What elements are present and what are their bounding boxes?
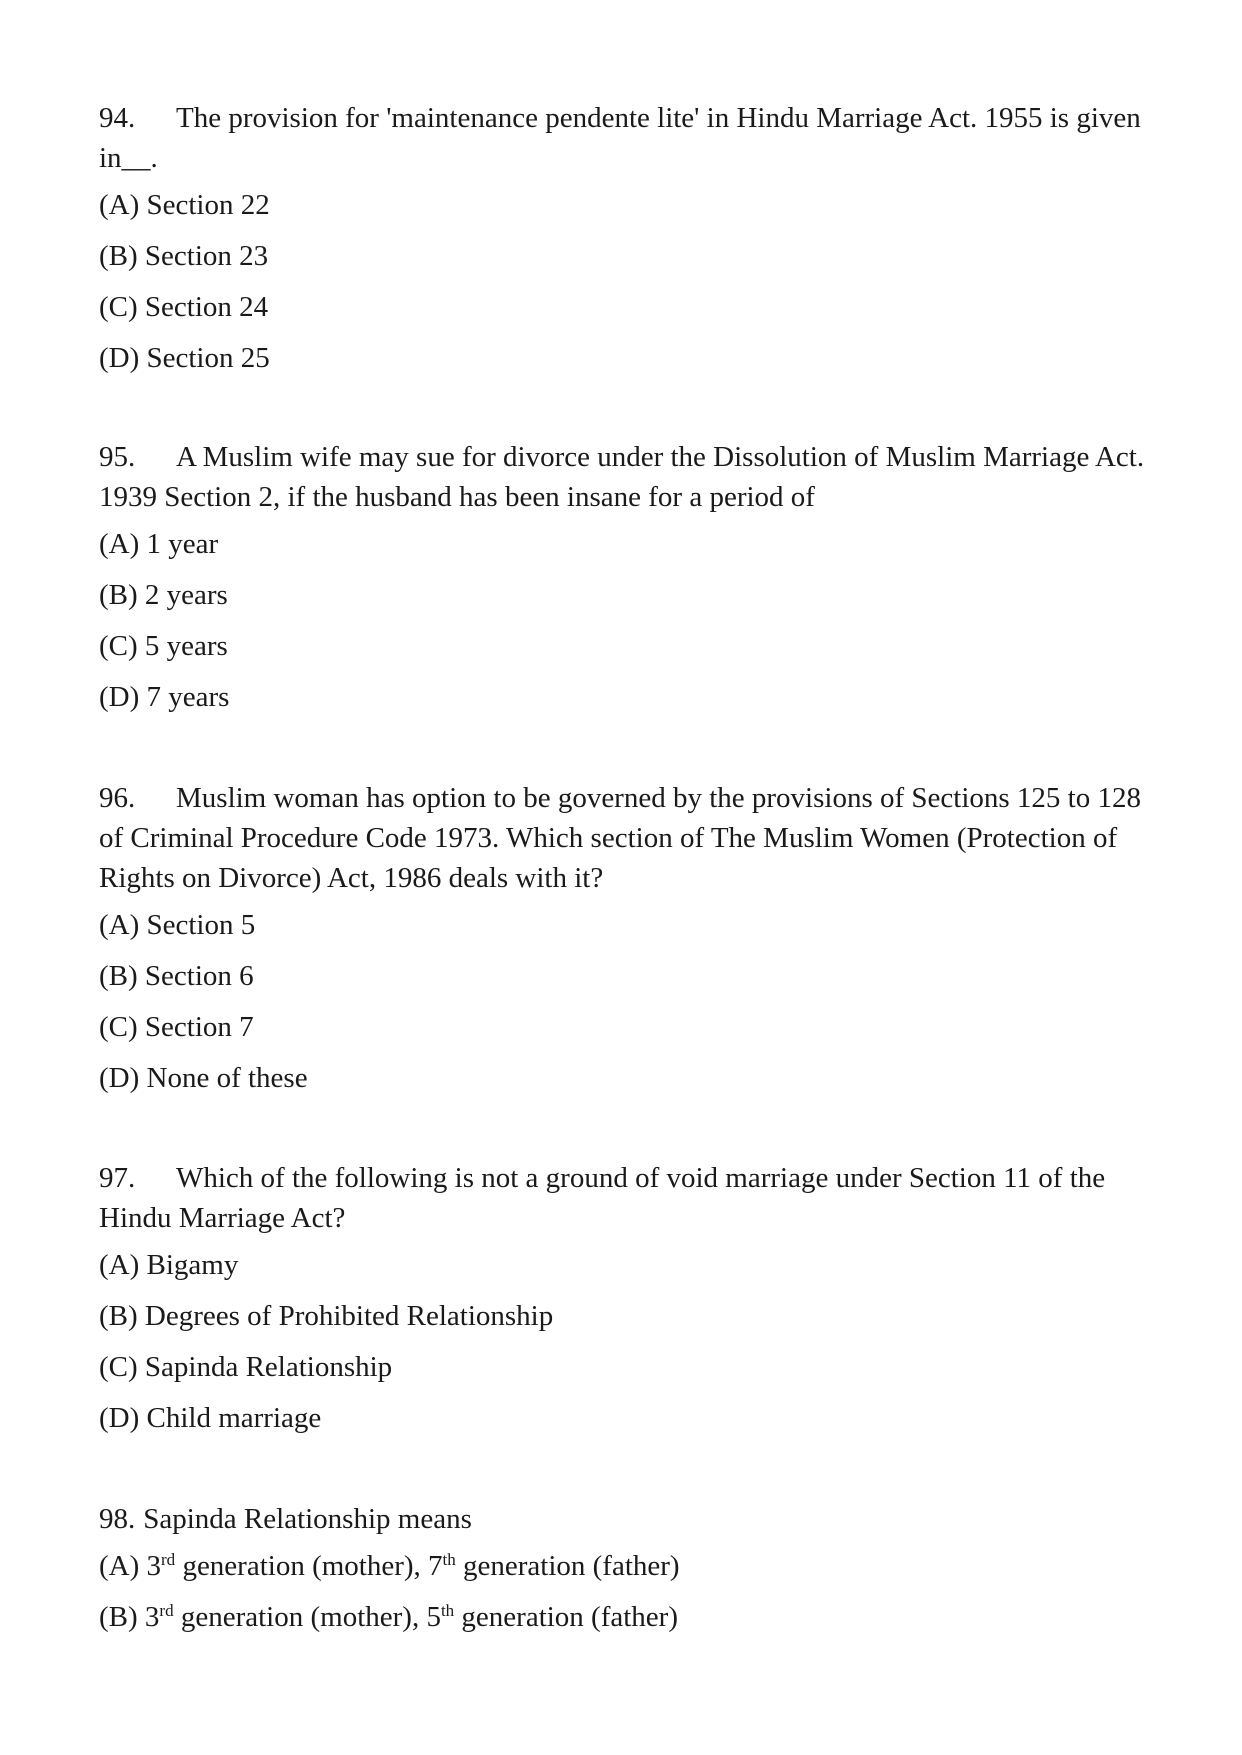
option-b: (B) Section 6: [99, 960, 254, 992]
option-d: (D) None of these: [99, 1062, 308, 1094]
generation-text: generation (father): [461, 1601, 678, 1633]
generation-text: generation (mother),: [182, 1550, 421, 1582]
question-body: Sapinda Relationship means: [143, 1503, 472, 1535]
option-d: (D) 7 years: [99, 681, 230, 713]
option-c: (C) Section 7: [99, 1011, 254, 1043]
option-b: [99, 1597, 1149, 1648]
question-text: [99, 778, 1149, 898]
generation-text: generation (mother),: [180, 1601, 420, 1633]
ordinal-suffix: th: [442, 1550, 456, 1569]
option-a: (A) Section 5: [99, 909, 256, 941]
option-c: (C) 5 years: [99, 630, 228, 662]
option-label: (B): [99, 1601, 138, 1633]
option-b: (B) Degrees of Prohibited Relationship: [99, 1300, 554, 1332]
question-text: [99, 437, 1149, 517]
question-number: 97.: [99, 1162, 136, 1194]
option-a: (A) 1 year: [99, 528, 219, 560]
ordinal-suffix: th: [440, 1601, 455, 1620]
option-a: (A) Bigamy: [99, 1249, 239, 1281]
option-b: (B) Section 23: [99, 240, 269, 272]
question-body: The provision for 'maintenance pendente lite' in Hindu Marriage Act. 1955 is given in__.: [99, 102, 1141, 174]
generation-text: generation (father): [463, 1550, 680, 1582]
option-c: (C) Sapinda Relationship: [99, 1351, 393, 1383]
question-number: 98.: [99, 1503, 136, 1535]
option-a: [99, 1546, 1149, 1597]
question-body: Muslim woman has option to be governed by the provisions of Sections 125 to 128 of Criminal Procedure Code 1973. Which section of The Muslim Women (Protection of Rights on Divorce) Act, 1986 deals with it?: [99, 782, 1141, 894]
option-label: (A): [99, 1550, 140, 1582]
question-94: [99, 98, 1149, 389]
question-body: Which of the following is not a ground of void marriage under Section 11 of the Hindu Marriage Act?: [99, 1162, 1106, 1234]
option-d: (D) Section 25: [99, 342, 270, 374]
generation-number: 3: [144, 1601, 160, 1633]
question-number: 95.: [99, 441, 136, 473]
option-c: (C) Section 24: [99, 291, 269, 323]
question-98: [99, 1499, 1149, 1648]
question-text: [99, 1499, 1149, 1539]
generation-number: 3: [146, 1550, 162, 1582]
option-d: (D) Child marriage: [99, 1402, 322, 1434]
option-b: (B) 2 years: [99, 579, 228, 611]
ordinal-suffix: rd: [161, 1550, 176, 1569]
question-body: A Muslim wife may sue for divorce under the Dissolution of Muslim Marriage Act. 1939 Section 2, if the husband has been insane for a period of: [99, 441, 1145, 513]
ordinal-suffix: rd: [159, 1601, 174, 1620]
question-95: [99, 437, 1149, 728]
question-text: [99, 1158, 1149, 1238]
generation-number: 5: [426, 1601, 441, 1633]
question-97: [99, 1158, 1149, 1449]
question-number: 96.: [99, 782, 136, 814]
generation-number: 7: [428, 1550, 443, 1582]
question-text: [99, 98, 1149, 178]
option-a: (A) Section 22: [99, 189, 270, 221]
question-number: 94.: [99, 102, 136, 134]
question-page: [99, 98, 1149, 1648]
question-96: [99, 778, 1149, 1109]
